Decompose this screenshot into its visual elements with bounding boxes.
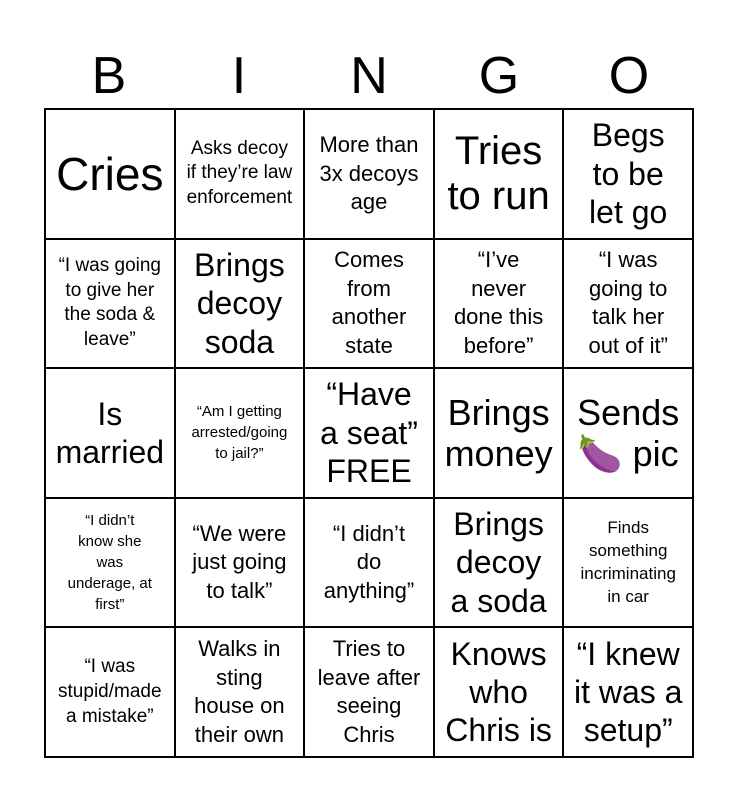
bingo-cell[interactable]	[563, 627, 693, 757]
cell-text: Knows who Chris is	[445, 635, 552, 749]
header-letter-b: B	[91, 47, 127, 105]
header-letter-g: G	[478, 47, 520, 105]
cell-text: Begs to be let go	[589, 117, 668, 230]
cell-text: “I’ve never done this before”	[453, 247, 544, 358]
bingo-cell[interactable]	[45, 109, 175, 239]
cell-text: Walks in sting house on their own	[194, 636, 285, 747]
bingo-cell[interactable]	[563, 239, 693, 369]
cell-text: Brings money	[444, 391, 553, 474]
cell-text: Is married	[55, 395, 165, 470]
bingo-cell[interactable]	[175, 239, 305, 369]
cell-text: “I knew it was a setup”	[573, 635, 683, 749]
bingo-cell[interactable]	[434, 368, 564, 498]
cell-text: “Have a seat” FREE	[320, 376, 418, 490]
cell-text: Sends 🍆 pic	[577, 391, 680, 474]
bingo-cell[interactable]	[45, 368, 175, 498]
cell-text: Brings decoy a soda	[450, 506, 547, 619]
bingo-cell[interactable]	[45, 627, 175, 757]
bingo-cell[interactable]	[45, 498, 175, 628]
bingo-cell[interactable]	[563, 109, 693, 239]
header-letter-n: N	[350, 47, 388, 105]
cell-text: “I was going to talk her out of it”	[588, 247, 668, 358]
bingo-cell[interactable]	[175, 498, 305, 628]
bingo-cell[interactable]	[175, 627, 305, 757]
cell-text: “I didn’t know she was underage, at first”	[67, 512, 152, 614]
bingo-cell[interactable]	[563, 498, 693, 628]
cell-text: More than 3x decoys age	[319, 131, 419, 215]
bingo-cell[interactable]	[434, 498, 564, 628]
cell-text: “I didn’t do anything”	[323, 520, 415, 603]
bingo-cell[interactable]	[175, 109, 305, 239]
cell-text: Brings decoy soda	[194, 246, 285, 360]
cell-text: Tries to run	[447, 129, 550, 218]
bingo-cell[interactable]	[45, 239, 175, 369]
bingo-cell[interactable]	[304, 239, 434, 369]
cell-text: “I was going to give her the soda & leave”	[58, 255, 162, 351]
bingo-board	[44, 108, 694, 758]
cell-text: Comes from another state	[331, 247, 407, 358]
header-letter-i: I	[231, 47, 247, 105]
cell-text: Asks decoy if they’re law enforcement	[186, 137, 293, 209]
cell-text: Tries to leave after seeing Chris	[317, 636, 421, 747]
cell-text: Finds something incriminating in car	[580, 517, 676, 606]
cell-text: Cries	[56, 147, 164, 200]
bingo-cell[interactable]	[175, 368, 305, 498]
bingo-cell[interactable]	[304, 109, 434, 239]
bingo-cell[interactable]	[304, 627, 434, 757]
bingo-cell[interactable]	[434, 239, 564, 369]
bingo-header	[44, 40, 694, 108]
bingo-cell[interactable]	[434, 627, 564, 757]
cell-text: “We were just going to talk”	[192, 520, 287, 603]
bingo-cell[interactable]	[563, 368, 693, 498]
bingo-cell[interactable]	[434, 109, 564, 239]
cell-text: “I was stupid/made a mistake”	[58, 656, 162, 727]
header-letter-o: O	[608, 47, 650, 105]
free-space-cell[interactable]	[304, 368, 434, 498]
cell-text: “Am I getting arrested/going to jail?”	[191, 403, 288, 463]
bingo-cell[interactable]	[304, 498, 434, 628]
